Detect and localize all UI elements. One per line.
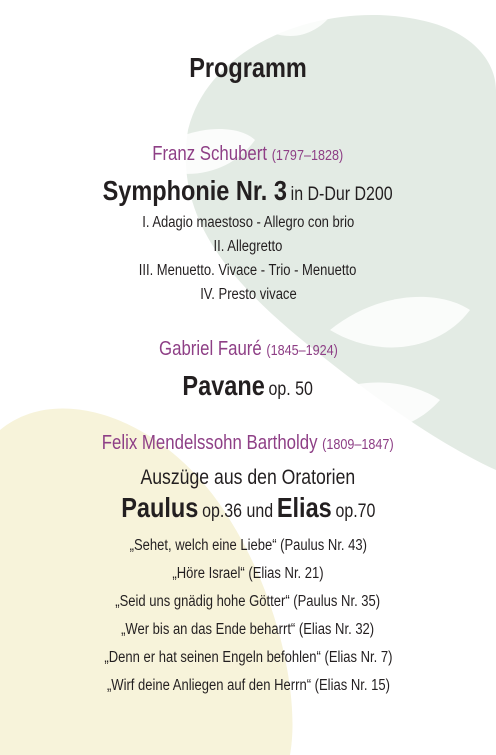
work-title: Symphonie Nr. 3 <box>102 175 288 206</box>
movement-line: IV. Presto vivace <box>199 286 297 303</box>
composer-years: (1809–1847) <box>322 436 394 453</box>
work-suffix: op. 50 <box>268 379 314 400</box>
excerpt-line: „Wer bis an das Ende beharrt“ (Elias Nr. 32) <box>121 621 375 638</box>
work-op-paulus: op.36 und <box>201 501 273 522</box>
composer-mendelssohn <box>0 432 496 455</box>
excerpt-line: „Sehet, welch eine Liebe“ (Paulus Nr. 43) <box>129 537 367 554</box>
work-title-elias: Elias <box>276 492 332 523</box>
work-suffix: in D-Dur D200 <box>291 184 394 205</box>
excerpt-line: „Seid uns gnädig hohe Götter“ (Paulus Nr. 35) <box>115 593 381 610</box>
work-title-paulus: Paulus <box>120 492 199 523</box>
work-title: Pavane <box>182 370 266 401</box>
work-pavane <box>0 370 496 402</box>
composer-faure <box>0 338 496 361</box>
composer-years: (1845–1924) <box>265 342 338 359</box>
composer-name: Franz Schubert <box>152 143 268 165</box>
excerpt-line: „Wirf deine Anliegen auf den Herrn“ (Elias Nr. 15) <box>106 677 390 694</box>
composer-name: Gabriel Fauré <box>158 338 262 360</box>
excerpt-line: „Höre Israel“ (Elias Nr. 21) <box>172 565 324 582</box>
excerpt-line: „Denn er hat seinen Engeln befohlen“ (Elias Nr. 7) <box>103 649 393 666</box>
work-symphonie <box>0 175 496 207</box>
composer-schubert <box>0 143 496 166</box>
work-oratorios <box>0 492 496 524</box>
composer-name: Felix Mendelssohn Bartholdy <box>102 432 318 454</box>
program-title: Programm <box>189 52 307 83</box>
composer-years: (1797–1828) <box>272 147 344 164</box>
movement-line: III. Menuetto. Vivace - Trio - Menuetto <box>139 262 357 279</box>
work-op-elias: op.70 <box>335 501 376 522</box>
oratorio-intro: Auszüge aus den Oratorien <box>140 466 356 489</box>
movement-line: II. Allegretto <box>213 238 283 255</box>
movement-line: I. Adagio maestoso - Allegro con brio <box>141 214 355 231</box>
